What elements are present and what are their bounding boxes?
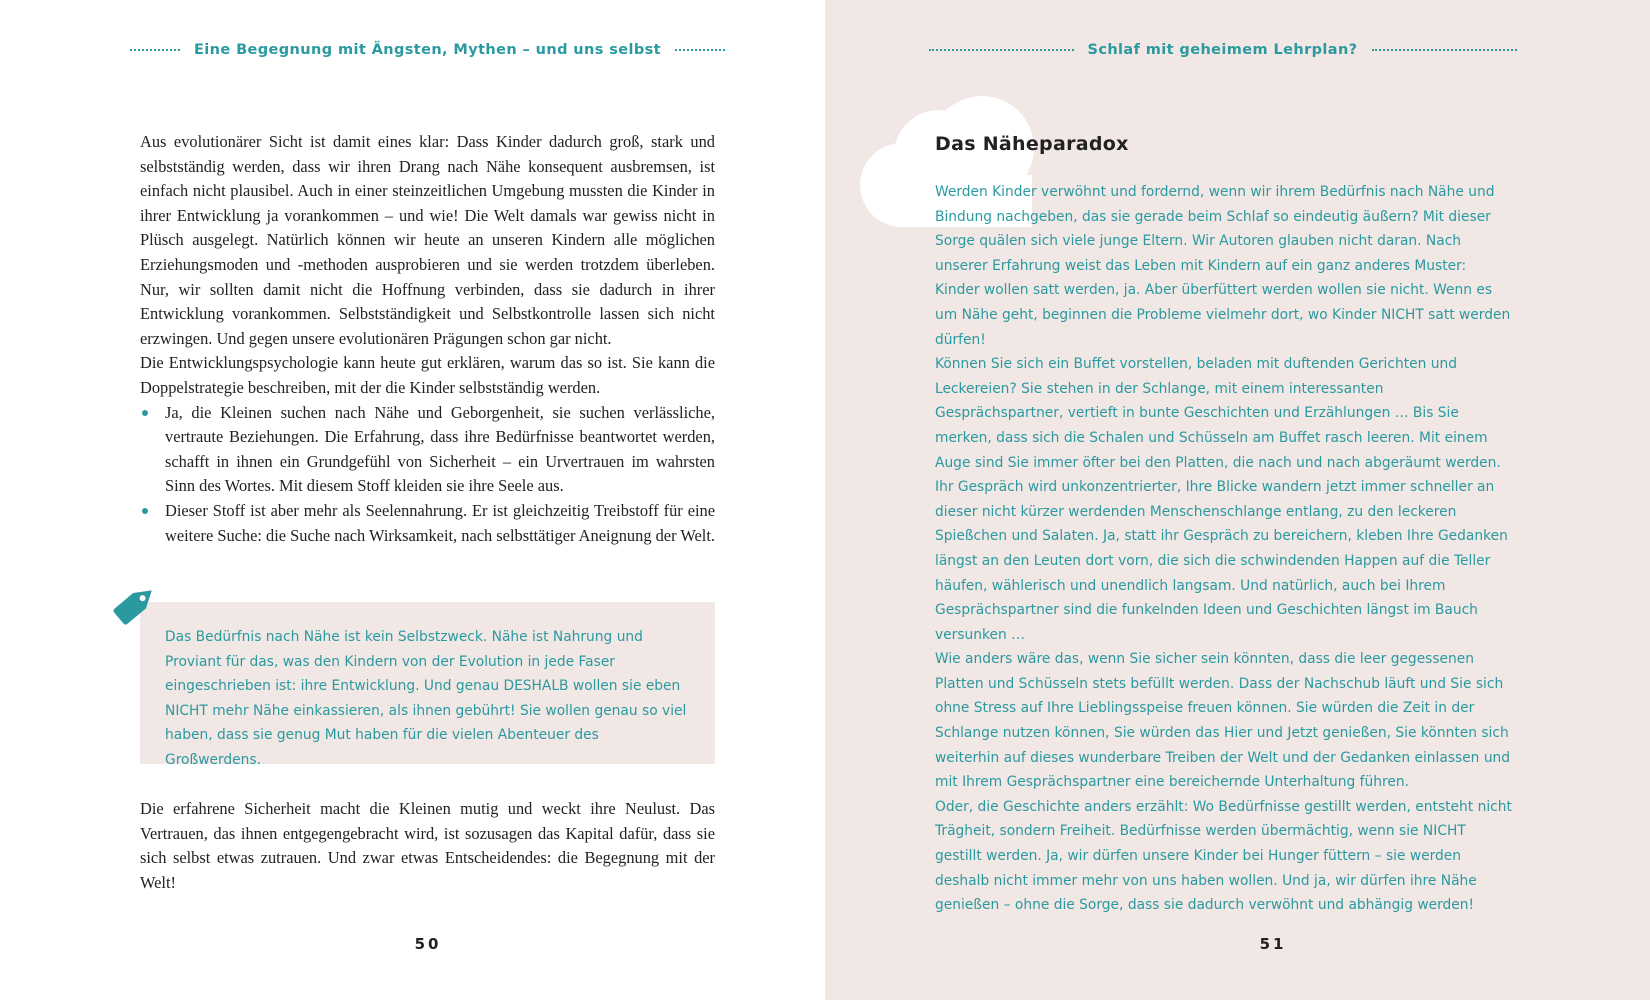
bullet-dot-icon: [142, 508, 148, 514]
running-head-text: Schlaf mit geheimem Lehrplan?: [1087, 42, 1358, 58]
page-number: 50: [414, 935, 442, 953]
closing-text-block: [140, 797, 715, 895]
running-head-dots: [1372, 49, 1517, 51]
right-page: [825, 0, 1650, 1000]
bullet-text: Ja, die Kleinen suchen nach Nähe und Geborgenheit, sie suchen verlässliche, vertraute Beziehungen. Die Erfahrung, dass ihre Bedürfnisse beantwortet werden, schafft in ihnen ein Grundgefühl von Sicherheit – ein Urvertrauen im wahrsten Sinn des Wortes. Mit diesem Stoff kleiden sie ihre Seele aus.: [165, 402, 715, 496]
running-head-dots: [130, 49, 180, 51]
bullet-dot-icon: [142, 410, 148, 416]
running-head-dots: [929, 49, 1074, 51]
callout-box: Das Bedürfnis nach Nähe ist kein Selbstzweck. Nähe ist Nahrung und Proviant für das, was den Kindern von der Evolution in jede Faser eingeschrieben ist: ihre Entwicklung. Und genau DESHALB wollen sie eben NICHT mehr Nähe einkassieren, als ihnen gebührt! Sie wollen genau so viel haben, dass sie genug Mut haben für die vielen Abenteuer des Großwerdens.: [140, 602, 715, 764]
bullet-text: Dieser Stoff ist aber mehr als Seelennahrung. Er ist gleichzeitig Treibstoff für eine weitere Suche: die Suche nach Wirksamkeit, nach selbsttätiger Aneignung der Welt.: [165, 500, 715, 545]
tag-icon: [110, 574, 165, 629]
box-paragraph: Werden Kinder verwöhnt und fordernd, wenn wir ihrem Bedürfnis nach Nähe und Bindung nachgeben, das sie gerade beim Schlaf so eindeutig äußern? Mit dieser Sorge quälen sich viele junge Eltern. Wir Autoren glauben nicht daran. Nach unserer Erfahrung weist das Leben mit Kindern auf ein ganz anderes Muster: Kinder wollen satt werden, ja. Aber überfüttert werden wollen sie nicht. Wenn es um Nähe geht, beginnen die Probleme vielmehr dort, wo Kinder NICHT satt werden dürfen!: [935, 184, 1511, 348]
bullet-list: [140, 401, 715, 549]
running-head-dots: [675, 49, 725, 51]
box-paragraph: Können Sie sich ein Buffet vorstellen, beladen mit duftenden Gerichten und Leckereien? Sie stehen in der Schlange, mit einem interessanten Gesprächspartner, vertieft in bunte Geschichten und Erzählungen … Bis Sie merken, dass sich die Schalen und Schüsseln am Buffet rasch leeren. Mit einem Auge sind Sie immer öfter bei den Platten, die nach und nach abgeräumt werden. Ihr Gespräch wird unkonzentrierter, Ihre Blicke wandern jetzt immer schneller an dieser nicht kürzer werdenden Menschenschlange entlang, zu den leckeren Spießchen und Salaten. Ja, statt ihr Gespräch zu bereichern, kleben Ihre Gedanken längst an den Leuten dort vorn, die sich die schwindenden Happen auf die Teller häufen, wählerisch und unendlich langsam. Und natürlich, auch bei Ihrem Gesprächspartner sind die funkelnden Ideen und Geschichten längst im Bauch versunken …: [935, 356, 1508, 643]
body-paragraph: Aus evolutionärer Sicht ist damit eines klar: Dass Kinder dadurch groß, stark und selbstständig werden, dass wir ihren Drang nach Nähe konsequent ausbremsen, ist einfach nicht plausibel. Auch in einer steinzeitlichen Umgebung mussten die Kinder in ihrer Entwicklung ja vorankommen – und wie! Die Welt damals war gewiss nicht in Plüsch ausgelegt. Natürlich können wir heute an unseren Kindern alle möglichen Erziehungsmoden und -methoden ausprobieren und sie werden trotzdem überleben. Nur, wir sollten damit nicht die Hoffnung verbinden, dass sie dadurch in ihrer Entwicklung vorankommen. Selbstständigkeit und Selbstkontrolle lassen sich nicht erzwingen. Und gegen unsere evolutionären Prägungen schon gar nicht.: [140, 132, 715, 348]
bullet-item: [140, 499, 715, 548]
right-running-head: [935, 40, 1510, 60]
box-paragraph: Oder, die Geschichte anders erzählt: Wo Bedürfnisse gestillt werden, entsteht nicht Trägheit, sondern Freiheit. Bedürfnisse werden übermächtig, wenn sie NICHT gestillt werden. Ja, wir dürfen unsere Kinder bei Hunger füttern – sie werden deshalb nicht immer mehr von uns haben wollen. Und ja, wir dürfen ihre Nähe genießen – ohne die Sorge, dass sie dadurch verwöhnt und abhängig werden!: [935, 798, 1512, 914]
body-paragraph: Die Entwicklungspsychologie kann heute gut erklären, warum das so ist. Sie kann die Doppelstrategie beschreiben, mit der die Kinder selbstständig werden.: [140, 353, 715, 397]
body-paragraph: Die erfahrene Sicherheit macht die Kleinen mutig und weckt ihre Neulust. Das Vertrauen, das ihnen entgegengebracht wird, ist sozusagen das Kapital dafür, dass sie sich selbst etwas zutrauen. Und zwar etwas Entscheidendes: die Begegnung mit der Welt!: [140, 799, 715, 892]
main-text-block: [140, 130, 715, 548]
box-body: [935, 180, 1515, 918]
box-paragraph: Wie anders wäre das, wenn Sie sicher sein könnten, dass die leer gegessenen Platten und Schüsseln stets befüllt werden. Dass der Nachschub läuft und Sie sich ohne Stress auf Ihre Lieblingsspeise freuen können. Sie würden die Zeit in der Schlange nutzen können, Sie würden das Hier und Jetzt genießen, Sie könnten sich weiterhin auf dieses wunderbare Treiben der Welt und der Gedanken einlassen und mit Ihrem Gesprächspartner eine bereichernde Unterhaltung führen.: [935, 651, 1511, 791]
page-number: 51: [1259, 935, 1287, 953]
bullet-item: [140, 401, 715, 499]
running-head-text: Eine Begegnung mit Ängsten, Mythen – und uns selbst: [193, 42, 662, 58]
left-running-head: [140, 40, 715, 60]
box-title: Das Näheparadox: [935, 133, 1129, 155]
